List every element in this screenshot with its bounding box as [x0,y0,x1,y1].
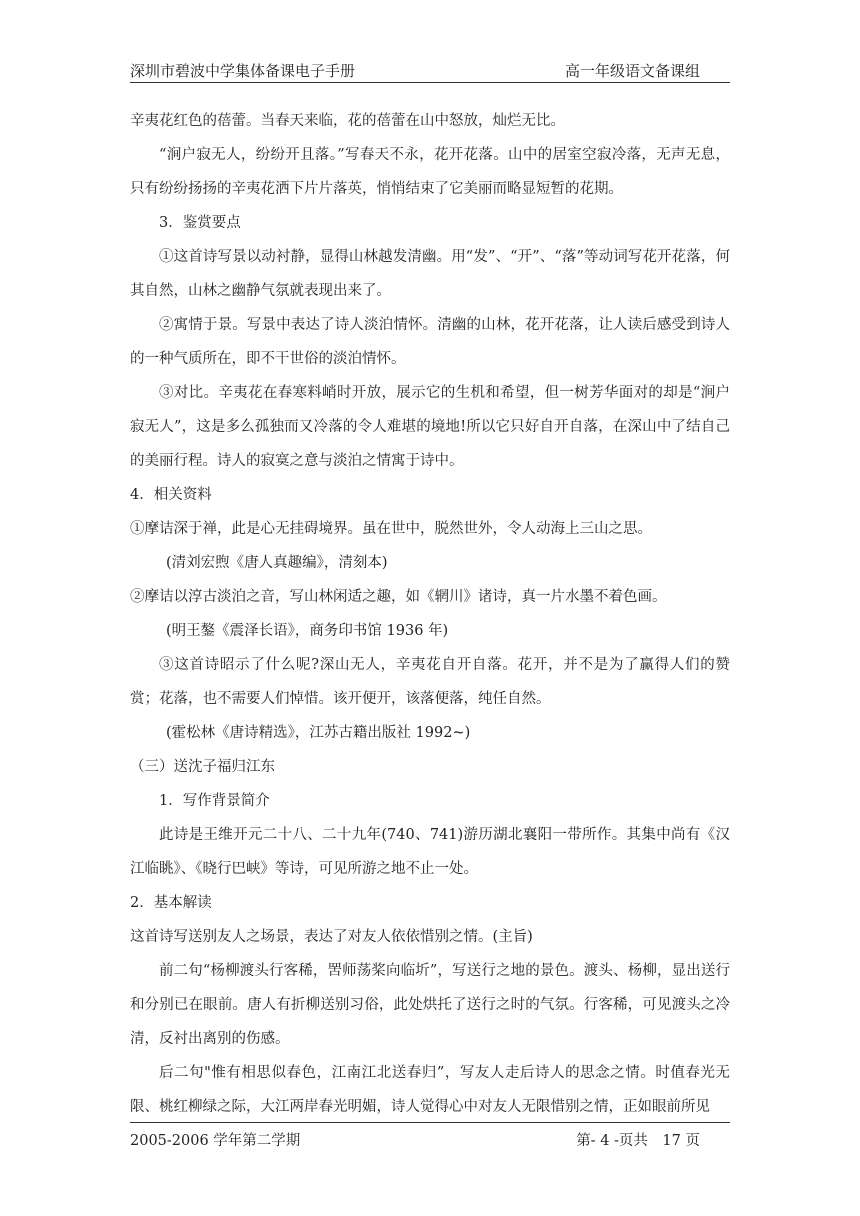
citation: (霍松林《唐诗精选》，江苏古籍出版社 1992~) [166,725,471,741]
paragraph: ③这首诗昭示了什么呢?深山无人，辛夷花自开自落。花开，并不是为了赢得人们的赞赏；花落，也不需要人们悼惜。该开便开，该落便落，纯任自然。 [130,657,730,707]
paragraph: ②摩诘以淳古淡泊之音，写山林闲适之趣，如《辋川》诸诗，真一片水墨不着色画。 [130,589,667,605]
paragraph: 这首诗写送别友人之场景，表达了对友人依依惜别之情。(主旨) [130,929,533,945]
section-heading: （三）送沈子福归江东 [130,759,275,775]
header-left-title: 深圳市碧波中学集体备课电子手册 [130,62,356,80]
section-heading: 1．写作背景简介 [159,793,270,809]
paragraph: 后二句"惟有相思似春色，江南江北送春归”，写友人走后诗人的思念之情。时值春光无限、桃红柳绿之际，大江两岸春光明媚，诗人觉得心中对友人无限惜别之情，正如眼前所见 [130,1065,730,1115]
paragraph: 此诗是王维开元二十八、二十九年(740、741)游历湖北襄阳一带所作。其集中尚有《汉江临眺》、《晓行巴峡》等诗，可见所游之地不止一处。 [130,827,730,877]
citation: (明王鏊《震泽长语》，商务印书馆 1936 年) [166,623,449,639]
paragraph: ①摩诘深于禅，此是心无挂碍境界。虽在世中，脱然世外，令人动海上三山之思。 [130,521,652,537]
paragraph: 辛夷花红色的蓓蕾。当春天来临，花的蓓蕾在山中怒放，灿烂无比。 [130,113,565,129]
paragraph: ①这首诗写景以动衬静，显得山林越发清幽。用“发”、“开”、“落”等动词写花开花落，何其自然，山林之幽静气氛就表现出来了。 [130,249,730,299]
citation: (清刘宏煦《唐人真趣编》，清刻本) [166,555,388,571]
paragraph: “涧户寂无人，纷纷开且落。”写春天不永，花开花落。山中的居室空寂冷落，无声无息，只有纷纷扬扬的辛夷花洒下片片落英，悄悄结束了它美丽而略显短暂的花期。 [130,147,730,197]
page-footer [130,1122,730,1149]
section-heading: 2．基本解读 [130,895,212,911]
section-heading: 4．相关资料 [130,487,212,503]
paragraph: 前二句“杨柳渡头行客稀，罟师荡桨向临圻”，写送行之地的景色。渡头、杨柳，显出送行和分别已在眼前。唐人有折柳送别习俗，此处烘托了送行之时的气氛。行客稀，可见渡头之冷清，反衬出离别的伤感。 [130,963,730,1047]
footer-page-number: 第- 4 -页共 17 页 [576,1133,700,1149]
paragraph: ②寓情于景。写景中表达了诗人淡泊情怀。清幽的山林，花开花落，让人读后感受到诗人的一种气质所在，即不干世俗的淡泊情怀。 [130,317,730,367]
page-header [130,58,730,83]
footer-semester: 2005-2006 学年第二学期 [130,1133,301,1149]
header-right-title: 高一年级语文备课组 [564,62,700,80]
paragraph: ③对比。辛夷花在春寒料峭时开放，展示它的生机和希望，但一树芳华面对的却是“涧户寂无人”，这是多么孤独而又冷落的令人难堪的境地!所以它只好自开自落，在深山中了结自己的美丽行程。诗人的寂寞之意与淡泊之情寓于诗中。 [130,385,730,469]
document-body [130,104,730,1124]
section-heading: 3．鉴赏要点 [159,215,241,231]
